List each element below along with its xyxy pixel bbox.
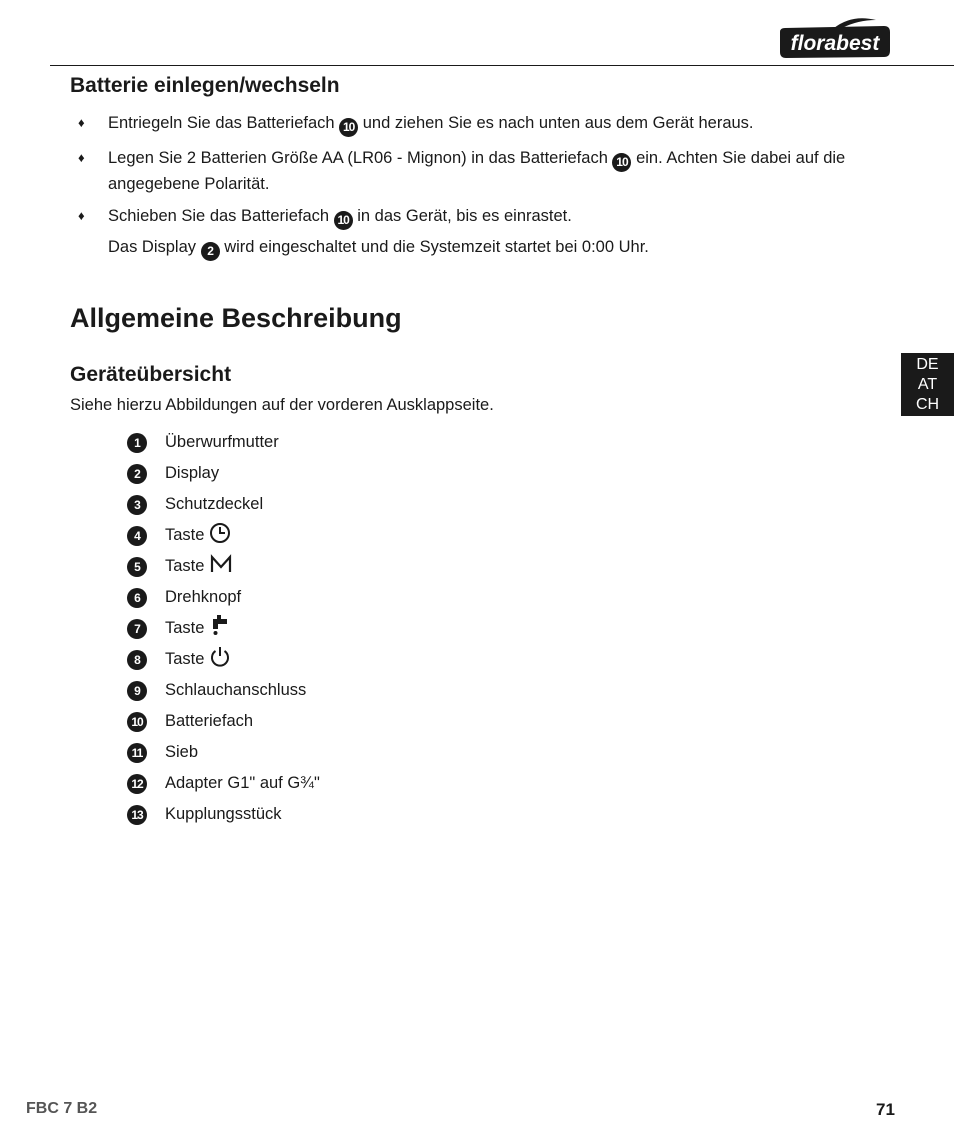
- part-label: Display: [165, 464, 220, 482]
- list-item: [127, 768, 320, 799]
- part-number: 7: [127, 619, 147, 639]
- list-item: [127, 458, 320, 489]
- parts-list: [127, 427, 320, 830]
- list-item: [127, 675, 320, 706]
- part-number: 5: [127, 557, 147, 577]
- part-label: Taste: [165, 650, 205, 668]
- part-number: 13: [127, 805, 147, 825]
- clock-icon: [209, 522, 231, 549]
- overview-intro: Siehe hierzu Abbildungen auf der vorderen Ausklappseite.: [70, 396, 494, 414]
- ref-number: 10: [339, 118, 358, 137]
- bullet-diamond-icon: ♦: [78, 115, 85, 130]
- part-label: Sieb: [165, 743, 199, 761]
- part-label: Kupplungsstück: [165, 805, 282, 823]
- bullet-diamond-icon: ♦: [78, 150, 85, 165]
- part-number: 4: [127, 526, 147, 546]
- part-label: Schutzdeckel: [165, 495, 264, 513]
- part-number: 10: [127, 712, 147, 732]
- ref-number: 2: [201, 242, 220, 261]
- list-item: [127, 489, 320, 520]
- model-number: FBC 7 B2: [26, 1100, 98, 1117]
- list-item: [127, 706, 320, 737]
- list-item: [127, 582, 320, 613]
- list-item: [127, 644, 320, 675]
- list-item: [127, 551, 320, 582]
- part-label: Taste: [165, 619, 205, 637]
- language-tab: [901, 353, 954, 416]
- list-item: [127, 427, 320, 458]
- part-number: 12: [127, 774, 147, 794]
- part-number: 9: [127, 681, 147, 701]
- part-label: Taste: [165, 526, 205, 544]
- general-description-heading: Allgemeine Beschreibung: [70, 303, 402, 333]
- battery-heading: Batterie einlegen/wechseln: [70, 74, 340, 97]
- part-label: Batteriefach: [165, 712, 254, 730]
- lang-ch: CH: [915, 396, 940, 413]
- lang-de: DE: [916, 356, 939, 373]
- lang-at: AT: [917, 376, 938, 393]
- part-label: Taste: [165, 557, 205, 575]
- header-rule: [50, 65, 954, 66]
- florabest-logo: [776, 16, 894, 65]
- part-number: 6: [127, 588, 147, 608]
- faucet-icon: [209, 614, 229, 643]
- ref-number: 10: [334, 211, 353, 230]
- part-label: Drehknopf: [165, 588, 242, 606]
- part-number: 3: [127, 495, 147, 515]
- m-icon: [209, 554, 233, 579]
- part-label: Überwurfmutter: [165, 433, 279, 451]
- part-number: 1: [127, 433, 147, 453]
- power-icon: [209, 646, 231, 673]
- part-number: 2: [127, 464, 147, 484]
- page-number: 71: [876, 1100, 895, 1119]
- list-item: [127, 737, 320, 768]
- list-item: [127, 520, 320, 551]
- svg-text:florabest: florabest: [790, 32, 880, 55]
- bullet-diamond-icon: ♦: [78, 208, 85, 223]
- ref-number: 10: [612, 153, 631, 172]
- part-number: 11: [127, 743, 147, 763]
- overview-heading: Geräteübersicht: [70, 363, 232, 386]
- part-number: 8: [127, 650, 147, 670]
- list-item: [127, 799, 320, 830]
- part-label: Schlauchanschluss: [165, 681, 307, 699]
- list-item: [127, 613, 320, 644]
- part-label: Adapter G1" auf G¾": [165, 774, 320, 792]
